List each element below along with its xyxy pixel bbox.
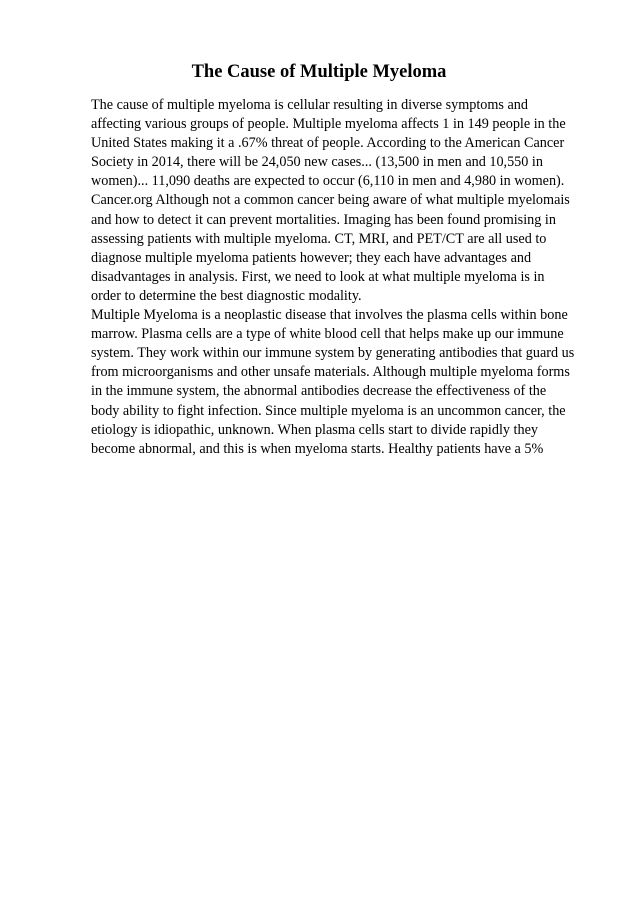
document-title: The Cause of Multiple Myeloma: [191, 62, 447, 82]
text-line: body ability to fight infection. Since multiple myeloma is an uncommon cancer, the: [91, 402, 566, 419]
text-line: The cause of multiple myeloma is cellular resulting in diverse symptoms and: [91, 97, 528, 113]
text-line: become abnormal, and this is when myeloma starts. Healthy patients have a 5%: [91, 440, 544, 457]
text-line: and how to detect it can prevent mortalities. Imaging has been found promising in: [91, 211, 556, 228]
text-line: order to determine the best diagnostic modality.: [91, 287, 362, 304]
text-line: diagnose multiple myeloma patients however; they each have advantages and: [91, 249, 532, 266]
text-line: women)... 11,090 deaths are expected to occur (6,110 in men and 4,980 in women).: [91, 173, 565, 190]
text-line: marrow. Plasma cells are a type of white blood cell that helps make up our immune: [91, 326, 564, 343]
document-body: [91, 96, 591, 459]
text-line: disadvantages in analysis. First, we need to look at what multiple myeloma is in: [91, 268, 545, 285]
text-line: in the immune system, the abnormal antibodies decrease the effectiveness of the: [91, 383, 547, 400]
text-line: from microorganisms and other unsafe materials. Although multiple myeloma forms: [91, 364, 570, 381]
text-line: United States making it a .67% threat of people. According to the American Cancer: [91, 135, 565, 152]
text-line: Multiple Myeloma is a neoplastic disease that involves the plasma cells within bone: [91, 307, 568, 324]
text-line: etiology is idiopathic, unknown. When plasma cells start to divide rapidly they: [91, 421, 538, 438]
text-line: Society in 2014, there will be 24,050 new cases... (13,500 in men and 10,550 in: [91, 154, 543, 171]
text-line: system. They work within our immune system by generating antibodies that guard us: [91, 345, 575, 362]
text-line: assessing patients with multiple myeloma. CT, MRI, and PET/CT are all used to: [91, 230, 547, 247]
text-line: affecting various groups of people. Multiple myeloma affects 1 in 149 people in the: [91, 116, 566, 133]
text-line: Cancer.org Although not a common cancer being aware of what multiple myelomais: [91, 192, 570, 209]
